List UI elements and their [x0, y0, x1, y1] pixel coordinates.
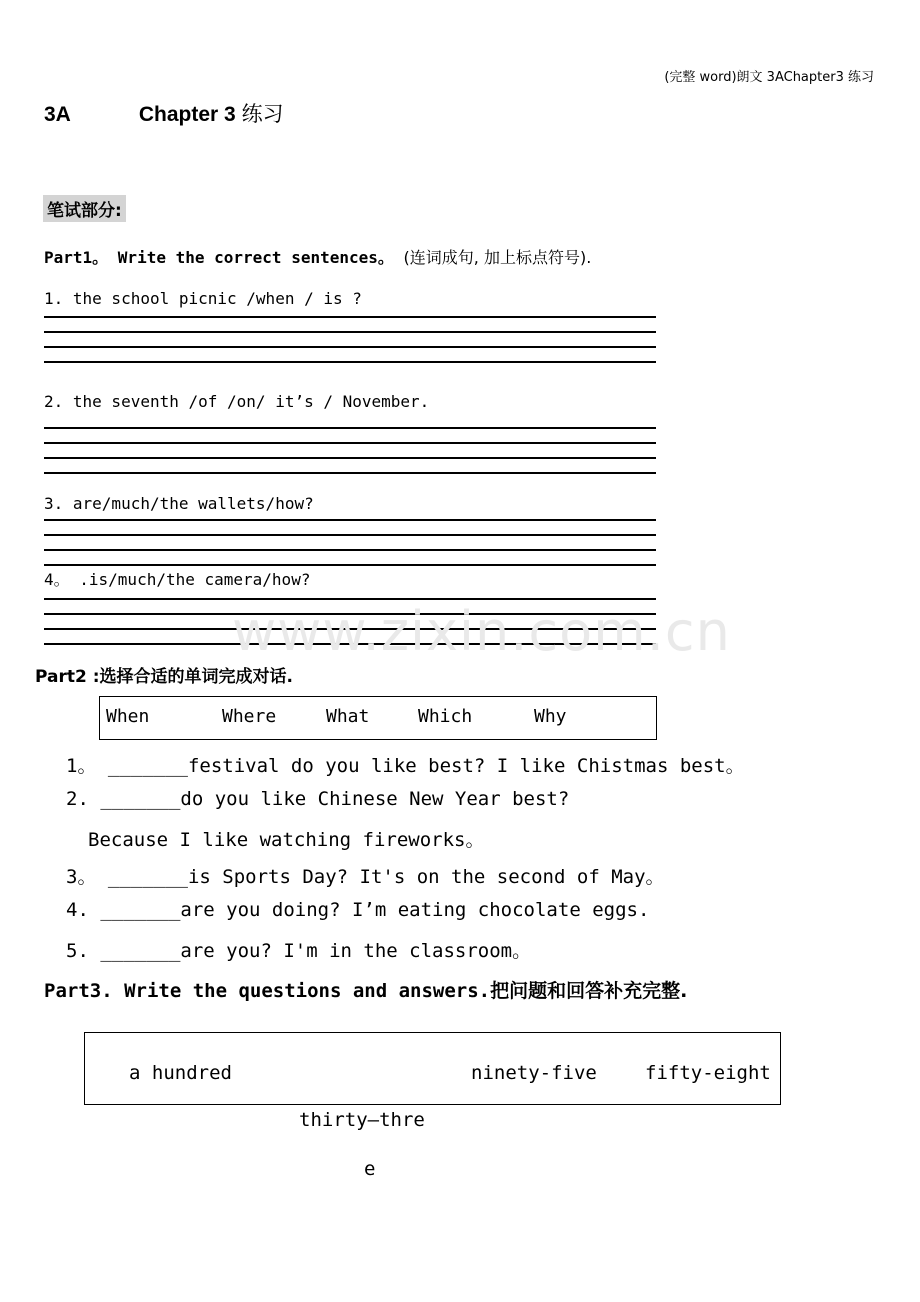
part1-note: (连词成句, 加上标点符号). — [403, 248, 592, 267]
page-title — [44, 98, 284, 128]
number-word-overflow-tail: e — [364, 1158, 376, 1180]
number-word-box — [84, 1032, 781, 1105]
part1-heading-text: Part1。 Write the correct sentences。 — [44, 248, 394, 267]
answer-line — [44, 331, 656, 333]
title-cn: 练习 — [241, 102, 284, 126]
answer-line — [44, 534, 656, 536]
header-note: (完整 word)朗文 3AChapter3 练习 — [664, 70, 874, 85]
part2-item: 3。 _______is Sports Day? It's on the second of May。 — [66, 866, 665, 888]
word-bank-item: Which — [418, 706, 473, 727]
part1-question: 1. the school picnic /when / is ? — [44, 289, 362, 308]
title-chapter: Chapter 3 — [138, 103, 236, 126]
part2-item: 2. _______do you like Chinese New Year best? — [66, 788, 570, 810]
answer-line — [44, 519, 656, 521]
part1-question: 3. are/much/the wallets/how? — [44, 494, 314, 513]
part1-question: 2. the seventh /of /on/ it’s / November. — [44, 392, 430, 411]
part3-heading-cn: 把问题和回答补充完整. — [490, 980, 688, 1002]
part2-heading: Part2 :选择合适的单词完成对话. — [35, 667, 293, 687]
part2-item: 5. _______are you? I'm in the classroom。 — [66, 940, 532, 962]
answer-line — [44, 427, 656, 429]
answer-line — [44, 549, 656, 551]
part2-item: 1。 _______festival do you like best? I like Chistmas best。 — [66, 755, 745, 777]
part3-heading-text: Part3. Write the questions and answers. — [44, 980, 491, 1002]
word-bank-item: Where — [222, 706, 277, 727]
answer-line — [44, 442, 656, 444]
answer-line — [44, 346, 656, 348]
answer-line — [44, 457, 656, 459]
watermark: www.zixin.com.cn — [232, 600, 731, 663]
answer-line — [44, 316, 656, 318]
word-bank-item: When — [106, 706, 150, 727]
answer-line — [44, 564, 656, 566]
word-bank-item: Why — [534, 706, 567, 727]
part2-item: Because I like watching fireworks。 — [88, 829, 485, 851]
part3-heading — [44, 976, 687, 1003]
number-word: ninety-five — [471, 1062, 597, 1084]
part1-question: 4。 .is/much/the camera/how? — [44, 570, 311, 589]
word-bank-item: What — [326, 706, 370, 727]
word-bank-box — [99, 696, 657, 740]
written-section-label: 笔试部分: — [43, 195, 126, 222]
part1-heading — [44, 245, 591, 268]
part2-item: 4. _______are you doing? I’m eating chocolate eggs. — [66, 899, 650, 921]
answer-line — [44, 472, 656, 474]
title-grade: 3A — [44, 103, 71, 126]
number-word: fifty-eight — [645, 1062, 771, 1084]
number-word: a hundred — [129, 1062, 232, 1084]
answer-line — [44, 361, 656, 363]
number-word-overflow: thirty—thre — [299, 1109, 425, 1131]
